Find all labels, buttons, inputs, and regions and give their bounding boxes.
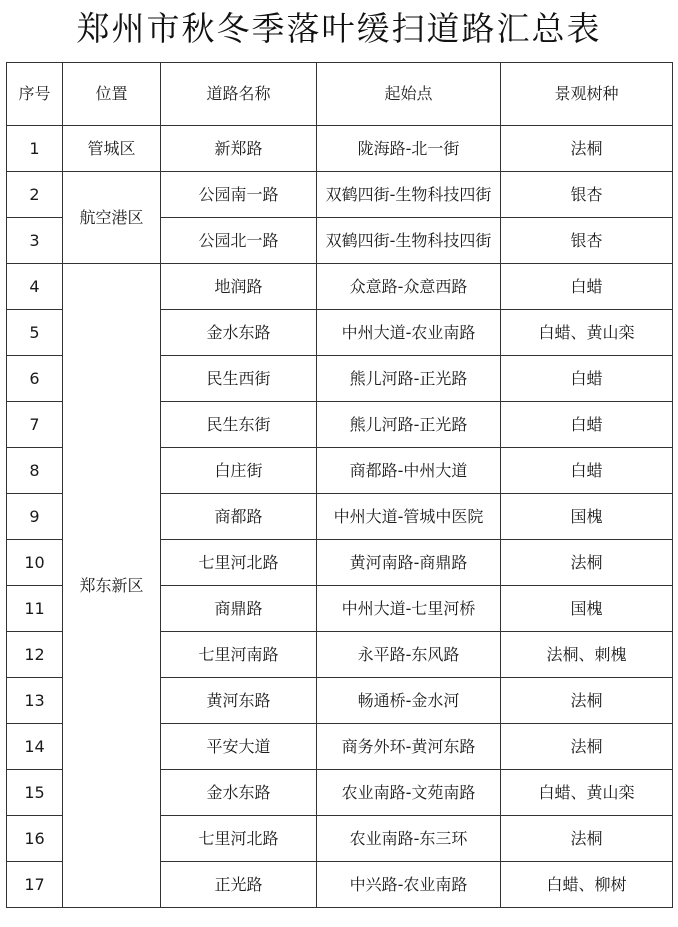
start-end-cell: 陇海路-北一街 [317, 126, 501, 172]
row-number: 15 [7, 770, 63, 816]
road-name-cell: 白庄街 [161, 448, 317, 494]
row-number: 17 [7, 862, 63, 908]
tree-species-cell: 法桐 [501, 540, 673, 586]
tree-species-cell: 法桐 [501, 126, 673, 172]
tree-species-cell: 白蜡、黄山栾 [501, 310, 673, 356]
table-row [7, 264, 673, 310]
tree-species-cell: 白蜡、黄山栾 [501, 770, 673, 816]
header-location: 位置 [63, 63, 161, 126]
tree-species-cell: 白蜡、柳树 [501, 862, 673, 908]
tree-species-cell: 银杏 [501, 172, 673, 218]
start-end-cell: 农业南路-东三环 [317, 816, 501, 862]
road-name-cell: 地润路 [161, 264, 317, 310]
page-title: 郑州市秋冬季落叶缓扫道路汇总表 [76, 9, 602, 48]
start-end-cell: 中兴路-农业南路 [317, 862, 501, 908]
region-cell: 航空港区 [63, 172, 161, 264]
row-number: 12 [7, 632, 63, 678]
start-end-cell: 商都路-中州大道 [317, 448, 501, 494]
header-tree-species: 景观树种 [501, 63, 673, 126]
header-start-end: 起始点 [317, 63, 501, 126]
tree-species-cell: 法桐 [501, 816, 673, 862]
row-number: 10 [7, 540, 63, 586]
tree-species-cell: 白蜡 [501, 264, 673, 310]
tree-species-cell: 法桐、刺槐 [501, 632, 673, 678]
road-name-cell: 新郑路 [161, 126, 317, 172]
start-end-cell: 中州大道-七里河桥 [317, 586, 501, 632]
row-number: 9 [7, 494, 63, 540]
row-number: 6 [7, 356, 63, 402]
header-road-name: 道路名称 [161, 63, 317, 126]
start-end-cell: 中州大道-管城中医院 [317, 494, 501, 540]
tree-species-cell: 法桐 [501, 678, 673, 724]
start-end-cell: 农业南路-文苑南路 [317, 770, 501, 816]
row-number: 7 [7, 402, 63, 448]
road-name-cell: 金水东路 [161, 310, 317, 356]
tree-species-cell: 法桐 [501, 724, 673, 770]
row-number: 11 [7, 586, 63, 632]
tree-species-cell: 银杏 [501, 218, 673, 264]
start-end-cell: 永平路-东风路 [317, 632, 501, 678]
start-end-cell: 双鹤四街-生物科技四街 [317, 218, 501, 264]
row-number: 16 [7, 816, 63, 862]
row-number: 2 [7, 172, 63, 218]
start-end-cell: 熊儿河路-正光路 [317, 402, 501, 448]
table-row [7, 126, 673, 172]
start-end-cell: 黄河南路-商鼎路 [317, 540, 501, 586]
tree-species-cell: 国槐 [501, 494, 673, 540]
road-name-cell: 平安大道 [161, 724, 317, 770]
tree-species-cell: 白蜡 [501, 356, 673, 402]
row-number: 5 [7, 310, 63, 356]
row-number: 3 [7, 218, 63, 264]
start-end-cell: 双鹤四街-生物科技四街 [317, 172, 501, 218]
road-name-cell: 民生东街 [161, 402, 317, 448]
row-number: 4 [7, 264, 63, 310]
tree-species-cell: 白蜡 [501, 402, 673, 448]
region-cell: 郑东新区 [63, 264, 161, 908]
start-end-cell: 熊儿河路-正光路 [317, 356, 501, 402]
row-number: 1 [7, 126, 63, 172]
row-number: 14 [7, 724, 63, 770]
road-name-cell: 正光路 [161, 862, 317, 908]
start-end-cell: 商务外环-黄河东路 [317, 724, 501, 770]
region-cell: 管城区 [63, 126, 161, 172]
road-name-cell: 公园南一路 [161, 172, 317, 218]
road-name-cell: 商鼎路 [161, 586, 317, 632]
row-number: 13 [7, 678, 63, 724]
table-header-row [7, 63, 673, 126]
road-name-cell: 七里河南路 [161, 632, 317, 678]
road-name-cell: 七里河北路 [161, 816, 317, 862]
tree-species-cell: 白蜡 [501, 448, 673, 494]
start-end-cell: 中州大道-农业南路 [317, 310, 501, 356]
start-end-cell: 众意路-众意西路 [317, 264, 501, 310]
road-name-cell: 七里河北路 [161, 540, 317, 586]
road-name-cell: 黄河东路 [161, 678, 317, 724]
road-name-cell: 商都路 [161, 494, 317, 540]
table-row [7, 172, 673, 218]
road-name-cell: 公园北一路 [161, 218, 317, 264]
road-summary-table [6, 62, 673, 908]
header-no: 序号 [7, 63, 63, 126]
start-end-cell: 畅通桥-金水河 [317, 678, 501, 724]
road-name-cell: 金水东路 [161, 770, 317, 816]
tree-species-cell: 国槐 [501, 586, 673, 632]
road-name-cell: 民生西街 [161, 356, 317, 402]
row-number: 8 [7, 448, 63, 494]
